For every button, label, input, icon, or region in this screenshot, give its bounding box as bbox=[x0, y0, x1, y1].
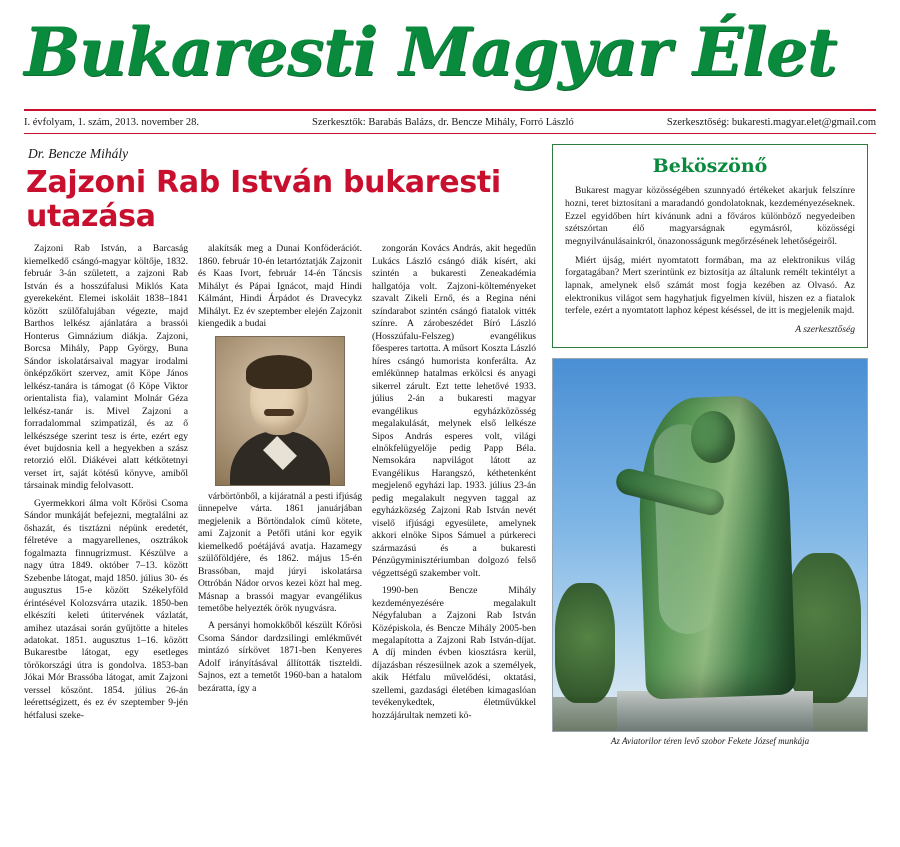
paragraph: zongorán Kovács András, akit hegedűn Lukács László csángó diák kísért, aki szintén a bukaresti Zeneakadémia hallgatója volt. Zajzoni-költeményeket szavalt Zikeli Ernő, és a Regina néni színdarabot szintén csángó fiatalok vitték színre. A zárobeszédet Bíró László (Hosszúfalu-Felszeg) evangélikus főesperes tartotta. A műsort Koszta László híres csángó humorista konferálta. Az emlékünnep hatalmas erkölcsi és anyagi sikerrel zárult. Ezt tette lehetővé 1933. július 2-án a bukaresti magyar evangélikus egyházközösség megalakulását, melynek első lelkésze Sipos András esperes volt, világi elnökfelügyelője pedig Papp Béla. Nemsokára napvilágot látott az Evangélikus Harangszó, kéthetenként megjelenő egyházi lap. 1933. július 23-án pedig megalakult negyven taggal az egyházközség Zajzoni Rab István nevét viselő ifjúsági egyesülete, amelynek akkori elnöke Sipos Sámuel a púrkereci származású és a bukaresti Pénzügyminisztériumban dolgozó felső végzettségű szakember volt. bbox=[372, 243, 536, 579]
photo-caption: Az Aviatorilor téren levő szobor Fekete József munkája bbox=[610, 735, 810, 746]
photo-statue-head bbox=[691, 411, 735, 463]
paragraph: Gyermekkori álma volt Kőrösi Csoma Sándor munkáját befejezni, megtalálni az őshazát, és tisztázni népünk eredetét, félretéve a magyarellenes, osztrákok fogalmazta finnugrizmust. Készülve a nagy útra 1849. október 7–13. között Szebenbe látogat, majd 1850. július 30- és augusztus 15-e között Székelyföld érintésével Kolozsvárra utazik. 1850-ben elkészíti keleti útitervének vázlatát, amihez utazásai során gyűjtötte a hiteles adatokat. 1851. augusztus 1–16. között Bukarestbe látogat, egy esetleges törökországi útra is gondolva. 1853-ban Jókai Mór Brassóba látogat, amit Zajzoni verssel köszönt. 1854. július 26-án leérettségizett, és ez év szeptember 9-jén hétfalusi szeke- bbox=[24, 497, 188, 721]
masthead-rule bbox=[24, 109, 876, 111]
photo-tree-right bbox=[785, 553, 861, 703]
portrait-zajzoni-rab-istvan bbox=[215, 336, 345, 486]
info-bar bbox=[24, 117, 876, 128]
editors-info: Szerkesztők: Barabás Balázs, dr. Bencze Mihály, Forró László bbox=[312, 117, 574, 129]
photo-figure bbox=[552, 358, 868, 746]
issue-info: I. évfolyam, 1. szám, 2013. november 28. bbox=[24, 117, 199, 129]
paragraph: A persányi homokkőből készült Kőrösi Csoma Sándor dardzsilingi emlékművét mintázó sírkövet 1871-ben Kenyeres Adolf irányításával állították tiszteldi. Sajnos, ezt a temetőt 1960-ban a hatalom bezáratta, így a bbox=[198, 620, 362, 694]
article-headline: Zajzoni Rab István bukaresti utazása bbox=[26, 165, 501, 234]
article-columns bbox=[24, 243, 536, 727]
masthead-title: Bukaresti Magyar Élet bbox=[24, 13, 837, 91]
welcome-box-title: Beköszönő bbox=[652, 155, 768, 178]
paragraph: Miért újság, miért nyomtatott formában, ma az elektronikus világ forgatagában? Mert szerintünk ez biztosítja az általunk remélt tekintélyt a lapnak, amelynek első számát most fogja kezében az Olvasó. Az elektronikus világot sem hagyhatjuk figyelmen kívül, hiszen ez a fiatalok terfele, ezért a nyomtatott laphoz képest késéssel, de itt is megjelenik majd. bbox=[565, 254, 855, 317]
masthead bbox=[0, 0, 900, 91]
paragraph: várbörtönből, a kijáratnál a pesti ifjúság ünnepelve várta. 1861 januárjában megjelenik a Börtöndalok című kötete, ami Zajzonit a Petőfi utáni kor egyik kiemelkedő poétájává avatja. Hazamegy szülőföldjére, és 1862. május 15-én Brassóban, majd júryi iskolatársa Ottróbán Nádor orvos kezei közt hal meg. Másnap a brassói magyar evangélikus temetőbe helyezték örök nyugvásra. bbox=[198, 490, 362, 614]
statue-photo bbox=[552, 358, 868, 732]
article-column-2 bbox=[198, 243, 362, 727]
paragraph: Zajzoni Rab István, a Barcaság kiemelkedő csángó-magyar költője, 1832. február 3-án született, a zajzoni Rab István és a hosszúfalusi Miklós Kata gyerekeként. Elemei iskoláit 1838–1841 között szülőfalujában végezte, majd Barthos lelkész ajánlatára a brassói Honterus Gimnázium diákja. Zajzoni, Borcsa Mihály, Papp György, Buna Sándor iskolatársaival magyar irodalmi önképzőkört szervez, amit Köpe János lelkész-tanára is támogat (ő Köpe Viktor orientalista fia), valamint Molnár Géza lelkész-tanár is. Mivel Zajzoni a forradalommal szimpatizál, és az ő lelkészsége szerint tesz is érte, ezért egy évet bujdosnia kell a hegyekben a szász retorzió elől. Diákévei alatt kétkötetnyi verset írt, saját kötésű könyve, amiből társainak mindig felolvasott. bbox=[24, 243, 188, 492]
welcome-box bbox=[552, 144, 868, 348]
article-column-3 bbox=[372, 243, 536, 727]
sidebar bbox=[552, 144, 868, 746]
paragraph: 1990-ben Bencze Mihály kezdeményezésére megalakult Négyfaluban a Zajzoni Rab István Középiskola, és Bencze Mihály 2005-ben megalapította a Zajzoni Rab István-díjat. A díj minden évben kiosztásra kerül, díjazásban részesülnek azok a személyek, akik Hétfalu művelődési, oktatási, szellemi, gazdasági életében kimagaslóan tevékenykedtek, életművükkel hozzájárultak nemzeti kö- bbox=[372, 585, 536, 721]
main-article bbox=[24, 144, 536, 746]
portrait-moustache bbox=[264, 409, 294, 416]
welcome-box-body bbox=[565, 185, 855, 318]
paragraph: Bukarest magyar közösségében szunnyadó értékeket akarjuk felszínre hozni, teret biztosítani a maradandó gondolatoknak, kezdeményezéseknek. Ezzel egyidőben hírt kívánunk adni a főváros különböző negyedeiben szétszórtan élő magyarságnak egymásról, közösségi megnyilvánulásainkról, önazonosságunk megőrzésének lehetőségeiről. bbox=[565, 185, 855, 247]
article-byline: Dr. Bencze Mihály bbox=[28, 146, 129, 162]
portrait-hair bbox=[246, 355, 312, 389]
paragraph: alakítsák meg a Dunai Konföderációt. 1860. február 10-én letartóztatják Zajzonit és Kaas Ivort, február 14-én Táncsis Mihályt és Pápai Ignácot, majd Hindi Kálmánt, Hindi Árpádot és Dravecykz Mihályt. Ez év szeptember elején Zajzonit kiengedik a budai bbox=[198, 243, 362, 330]
photo-tree-left bbox=[555, 583, 615, 703]
contact-info: Szerkesztőség: bukaresti.magyar.elet@gmail.com bbox=[666, 117, 876, 129]
article-column-1 bbox=[24, 243, 188, 727]
info-bar-rule bbox=[24, 133, 876, 134]
welcome-box-signature: A szerkesztőség bbox=[795, 323, 855, 335]
page-content bbox=[24, 144, 876, 746]
